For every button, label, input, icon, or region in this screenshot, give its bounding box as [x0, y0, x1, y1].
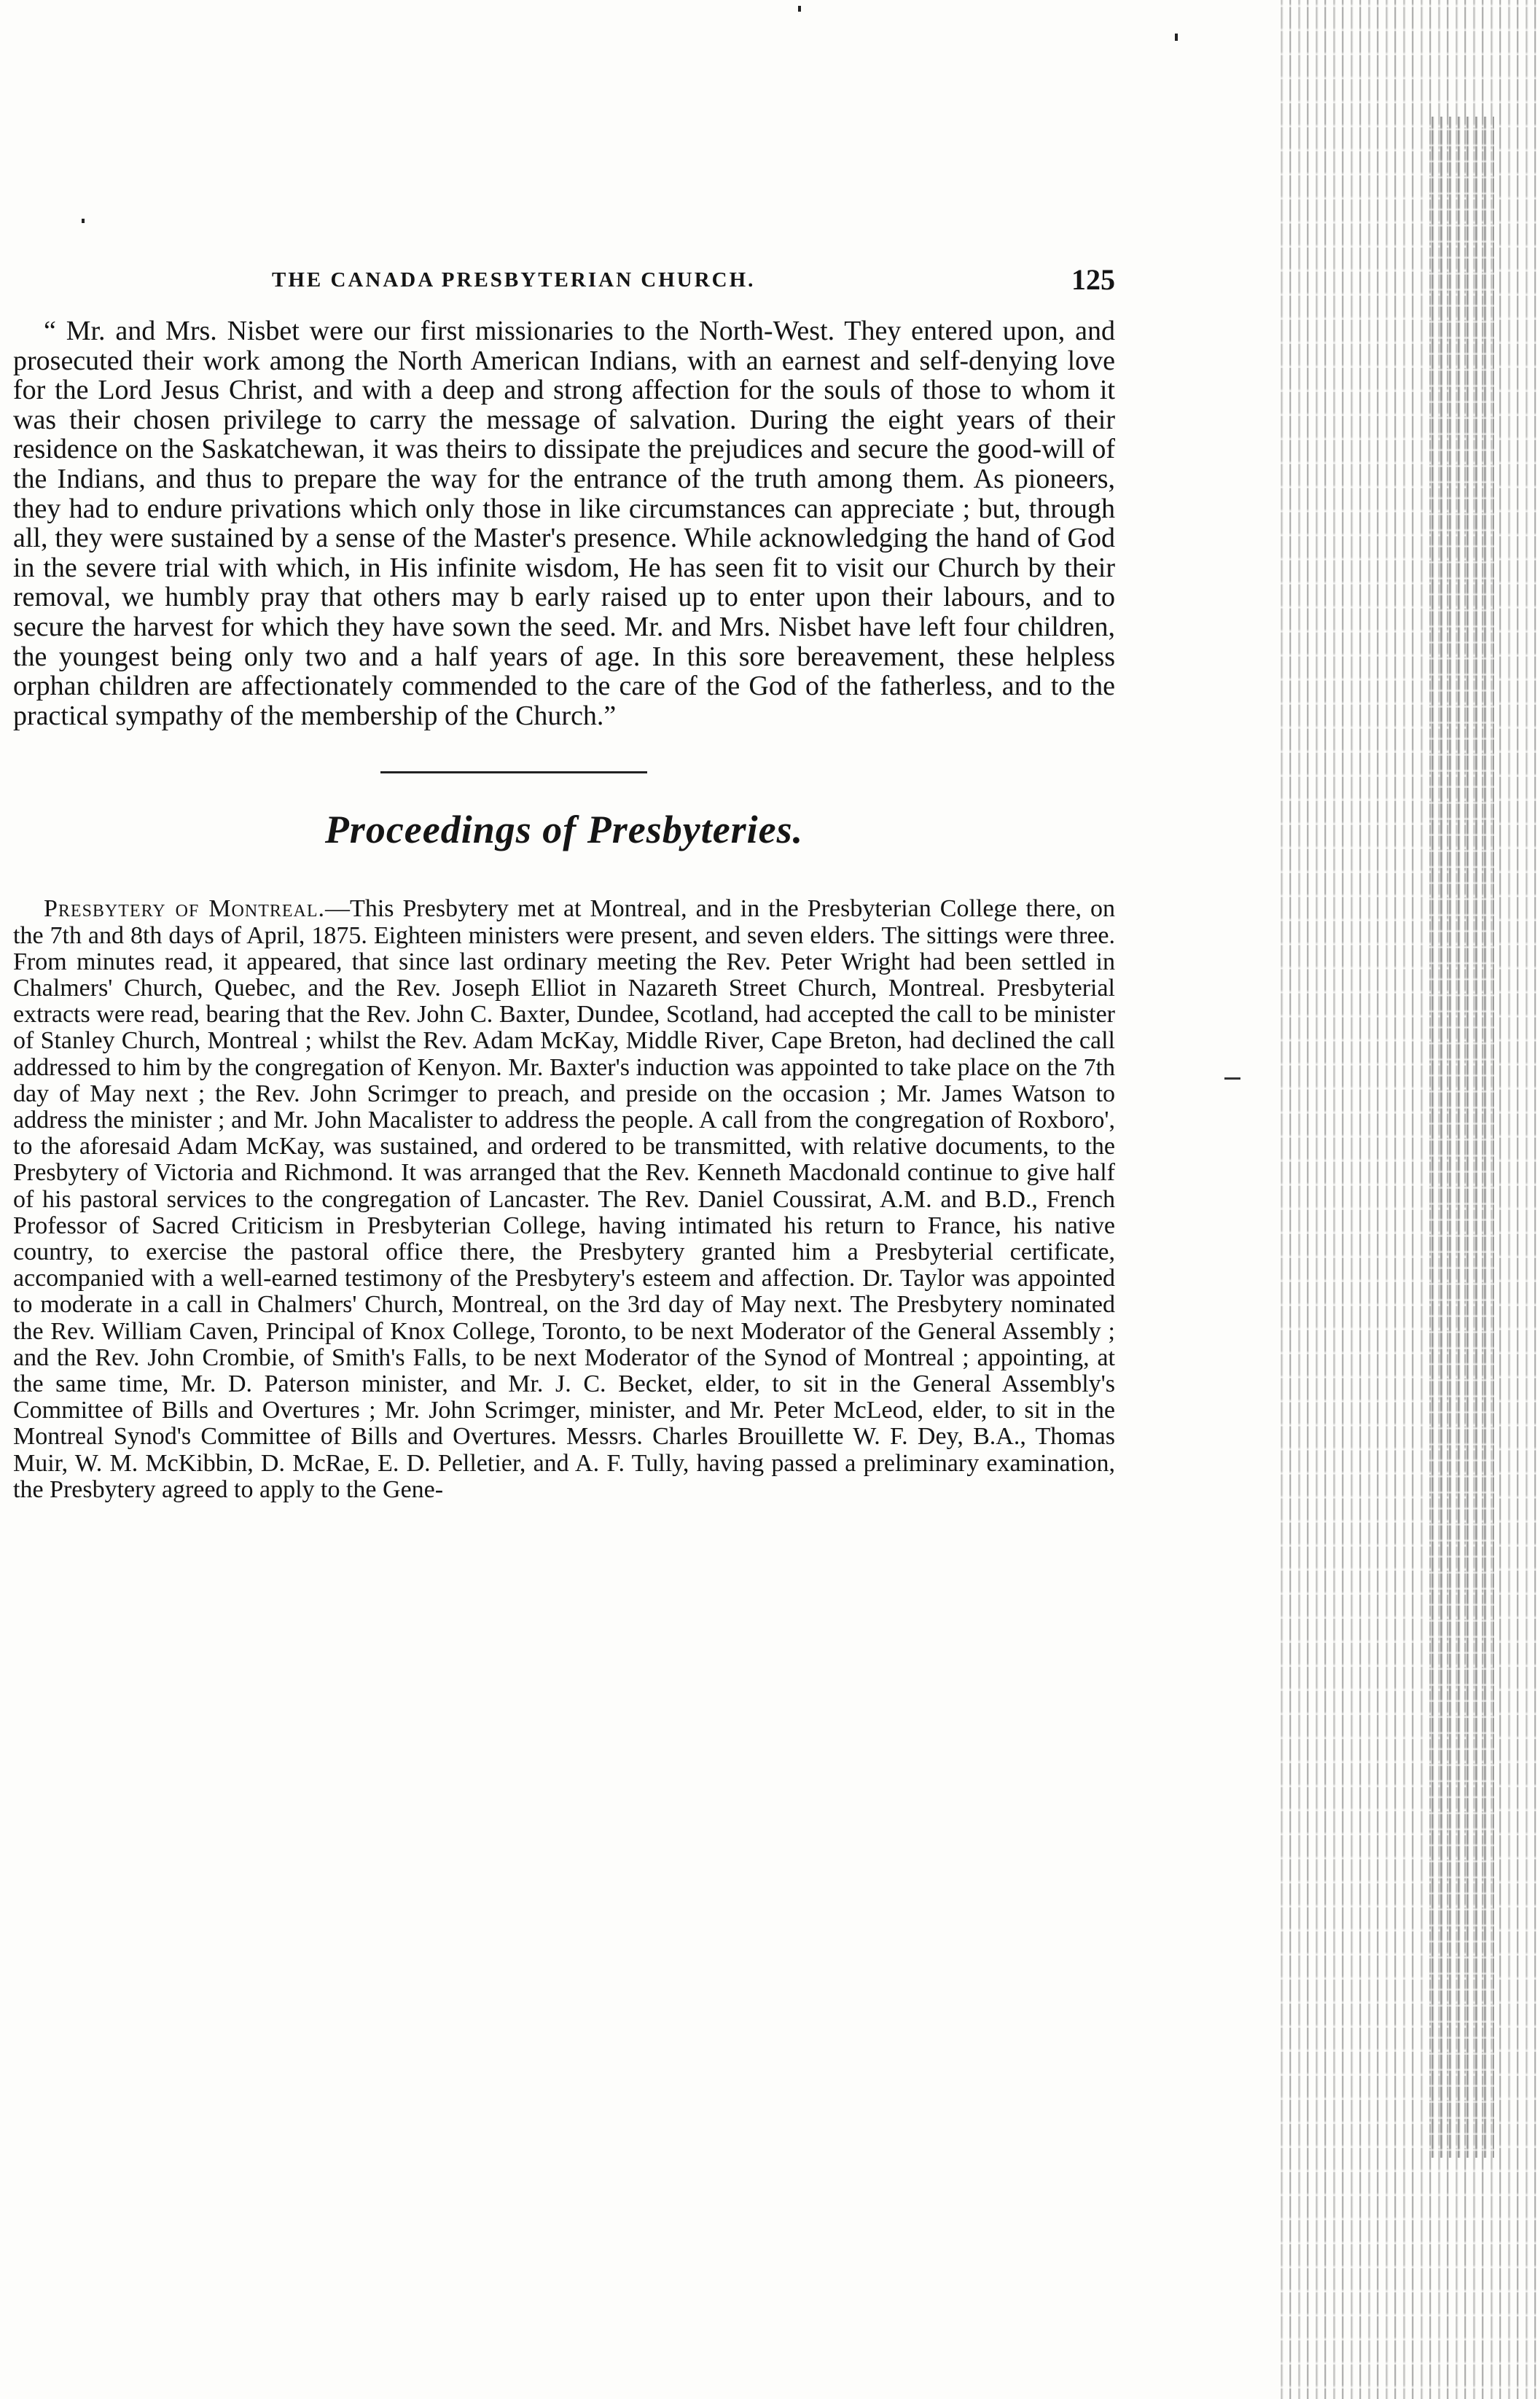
scan-speck — [1175, 34, 1178, 41]
text-column — [13, 262, 1115, 1503]
margin-mark — [1224, 1077, 1240, 1080]
running-header — [13, 262, 1115, 306]
running-title: THE CANADA PRESBYTERIAN CHURCH. — [272, 268, 756, 292]
presbytery-montreal-paragraph — [13, 896, 1115, 1503]
memorial-quote-paragraph: “ Mr. and Mrs. Nisbet were our first missionaries to the North-West. They entered upon, and prosecuted their work among the North American Indians, with an earnest and self-denying love for the Lord Jesus Christ, and with a deep and strong affection for the souls of those to whom it was their chosen privilege to carry the message of salvation. During the eight years of their residence on the Saskatchewan, it was theirs to dissipate the prejudices and secure the good-will of the Indians, and thus to prepare the way for the entrance of the truth among them. As pioneers, they had to endure privations which only those in like circumstances can appreciate ; but, through all, they were sustained by a sense of the Master's presence. While acknowledging the hand of God in the severe trial with which, in His infinite wisdom, He has seen fit to visit our Church by their removal, we humbly pray that others may b early raised up to enter upon their labours, and to secure the harvest for which they have sown the seed. Mr. and Mrs. Nisbet have left four children, the youngest being only two and a half years of age. In this sore bereavement, these helpless orphan children are affectionately commended to the care of the God of the fatherless, and to the practical sympathy of the membership of the Church.” — [13, 316, 1115, 731]
scan-speck — [798, 6, 801, 12]
paragraph-lead: Presbytery of Montreal. — [44, 895, 326, 923]
scan-binding-shadow — [1274, 0, 1540, 2399]
section-heading: Proceedings of Presbyteries. — [324, 808, 804, 852]
scan-binding-edge — [1428, 117, 1494, 2158]
page-number: 125 — [1071, 263, 1115, 296]
section-divider — [380, 771, 647, 773]
paragraph-text: —This Presbytery met at Montreal, and in the Presbyterian College there, on the 7th and 8th days of April, 1875. Eighteen ministers were present, and seven elders. The sittings were three. From minutes read, it appeared, that since last ordinary meeting the Rev. Peter Wright had been settled in Chalmers' Church, Quebec, and the Rev. Joseph Elliot in Nazareth Street Church, Montreal. Presbyterial extracts were read, bearing that the Rev. John C. Baxter, Dundee, Scotland, had accepted the call to be minister of Stanley Church, Montreal ; whilst the Rev. Adam McKay, Middle River, Cape Breton, had declined the call addressed to him by the congregation of Kenyon. Mr. Baxter's induction was appointed to take place on the 7th day of May next ; the Rev. John Scrimger to preach, and preside on the occasion ; Mr. James Watson to address the minister ; and Mr. John Macalister to address the people. A call from the congregation of Roxboro', to the aforesaid Adam McKay, was sustained, and ordered to be transmitted, with relative documents, to the Presbytery of Victoria and Richmond. It was arranged that the Rev. Kenneth Macdonald continue to give half of his pastoral services to the congregation of Lancaster. The Rev. Daniel Coussirat, A.M. and B.D., French Professor of Sacred Criticism in Presbyterian College, having intimated his return to France, his native country, to exercise the pastoral office there, the Presbytery granted him a Presbyterial certificate, accompanied with a well-earned testimony of the Presbytery's esteem and affection. Dr. Taylor was appointed to moderate in a call in Chalmers' Church, Montreal, on the 3rd day of May next. The Presbytery nominated the Rev. William Caven, Principal of Knox College, Toronto, to be next Moderator of the General Assembly ; and the Rev. John Crombie, of Smith's Falls, to be next Moderator of the Synod of Montreal ; appointing, at the same time, Mr. D. Paterson minister, and Mr. J. C. Becket, elder, to sit in the General Assembly's Committee of Bills and Overtures ; Mr. John Scrimger, minister, and Mr. Peter McLeod, elder, to sit in the Montreal Synod's Committee of Bills and Overtures. Messrs. Charles Brouillette W. F. Dey, B.A., Thomas Muir, W. M. McKibbin, D. McRae, E. D. Pelletier, and A. F. Tully, having passed a preliminary examination, the Presbytery agreed to apply to the Gene- — [13, 895, 1116, 1503]
scan-speck — [82, 219, 85, 223]
